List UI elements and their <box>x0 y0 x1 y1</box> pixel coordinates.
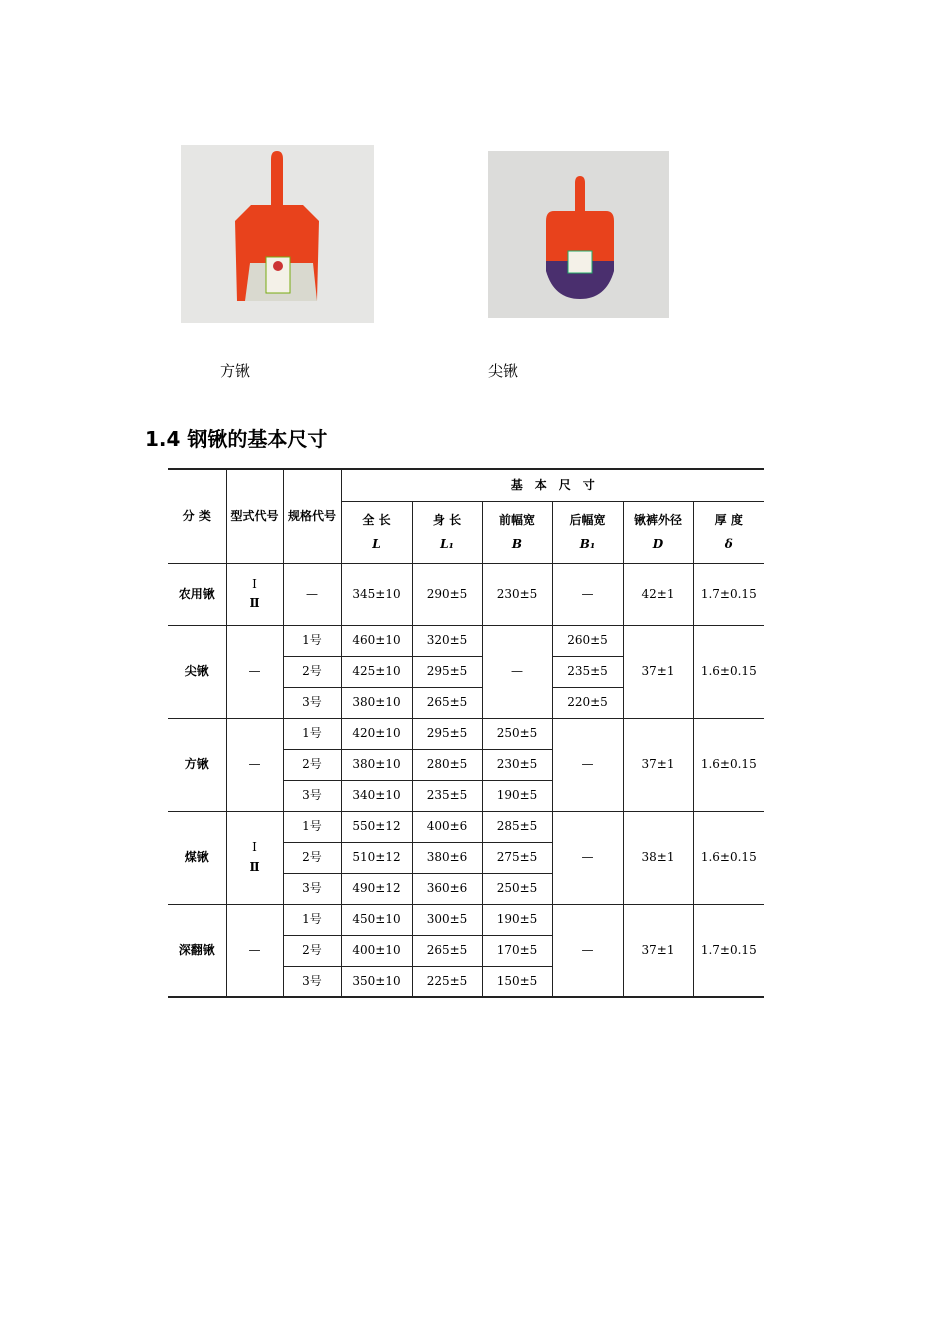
spec-cell: 3号 <box>283 687 341 718</box>
table-row <box>168 563 764 625</box>
front-width-cell: 150±5 <box>482 966 552 997</box>
header-category: 分 类 <box>168 469 226 563</box>
length-cell: 425±10 <box>341 656 412 687</box>
front-width-cell: — <box>482 625 552 718</box>
body-length-cell: 360±6 <box>412 873 482 904</box>
rear-width-cell: 220±5 <box>552 687 623 718</box>
category-cell: 方锹 <box>168 718 226 811</box>
type-code-cell: — <box>226 718 283 811</box>
spec-cell: — <box>283 563 341 625</box>
rear-width-cell: — <box>552 718 623 811</box>
length-cell: 345±10 <box>341 563 412 625</box>
section-heading: 1.4 钢锹的基本尺寸 <box>145 427 328 451</box>
rear-width-cell: — <box>552 563 623 625</box>
front-width-cell: 250±5 <box>482 873 552 904</box>
spec-cell: 3号 <box>283 780 341 811</box>
table-row <box>168 904 764 935</box>
header-col-socket-diameter: 锹裤外径 D <box>623 501 693 563</box>
type-code-cell: — <box>226 904 283 997</box>
front-width-cell: 170±5 <box>482 935 552 966</box>
header-col-rear-width: 后幅宽 B₁ <box>552 501 623 563</box>
front-width-cell: 275±5 <box>482 842 552 873</box>
category-cell: 农用锹 <box>168 563 226 625</box>
type-code-cell: — <box>226 625 283 718</box>
length-cell: 380±10 <box>341 749 412 780</box>
spec-cell: 1号 <box>283 904 341 935</box>
thickness-cell: 1.7±0.15 <box>693 904 764 997</box>
pointed-spade-icon <box>488 151 669 318</box>
length-cell: 350±10 <box>341 966 412 997</box>
length-cell: 550±12 <box>341 811 412 842</box>
header-spec-code: 规格代号 <box>283 469 341 563</box>
spec-cell: 3号 <box>283 873 341 904</box>
body-length-cell: 300±5 <box>412 904 482 935</box>
flat-spade-caption: 方锹 <box>220 362 251 380</box>
length-cell: 460±10 <box>341 625 412 656</box>
body-length-cell: 225±5 <box>412 966 482 997</box>
length-cell: 340±10 <box>341 780 412 811</box>
rear-width-cell: — <box>552 811 623 904</box>
table-row <box>168 625 764 656</box>
header-type-code: 型式代号 <box>226 469 283 563</box>
header-basic-dimensions: 基 本 尺 寸 <box>341 469 764 501</box>
length-cell: 380±10 <box>341 687 412 718</box>
spec-cell: 2号 <box>283 656 341 687</box>
body-length-cell: 265±5 <box>412 687 482 718</box>
thickness-cell: 1.6±0.15 <box>693 718 764 811</box>
socket-diameter-cell: 37±1 <box>623 718 693 811</box>
length-cell: 490±12 <box>341 873 412 904</box>
front-width-cell: 230±5 <box>482 563 552 625</box>
thickness-cell: 1.7±0.15 <box>693 563 764 625</box>
body-length-cell: 295±5 <box>412 656 482 687</box>
front-width-cell: 285±5 <box>482 811 552 842</box>
body-length-cell: 290±5 <box>412 563 482 625</box>
socket-diameter-cell: 42±1 <box>623 563 693 625</box>
length-cell: 400±10 <box>341 935 412 966</box>
header-col-thickness: 厚 度 δ <box>693 501 764 563</box>
rear-width-cell: 260±5 <box>552 625 623 656</box>
socket-diameter-cell: 37±1 <box>623 904 693 997</box>
thickness-cell: 1.6±0.15 <box>693 811 764 904</box>
body-length-cell: 235±5 <box>412 780 482 811</box>
rear-width-cell: 235±5 <box>552 656 623 687</box>
socket-diameter-cell: 38±1 <box>623 811 693 904</box>
length-cell: 420±10 <box>341 718 412 749</box>
spec-cell: 1号 <box>283 718 341 749</box>
header-col-body-length: 身 长 L₁ <box>412 501 482 563</box>
category-cell: 煤锹 <box>168 811 226 904</box>
length-cell: 510±12 <box>341 842 412 873</box>
category-cell: 尖锹 <box>168 625 226 718</box>
pointed-spade-caption: 尖锹 <box>488 362 519 380</box>
header-col-length: 全 长 L <box>341 501 412 563</box>
body-length-cell: 295±5 <box>412 718 482 749</box>
type-code-cell: Ⅰ Ⅱ <box>226 563 283 625</box>
rear-width-cell: — <box>552 904 623 997</box>
spec-cell: 2号 <box>283 935 341 966</box>
spec-cell: 1号 <box>283 811 341 842</box>
type-code-cell: Ⅰ Ⅱ <box>226 811 283 904</box>
front-width-cell: 230±5 <box>482 749 552 780</box>
body-length-cell: 280±5 <box>412 749 482 780</box>
flat-spade-icon <box>181 145 374 323</box>
category-cell: 深翻锹 <box>168 904 226 997</box>
socket-diameter-cell: 37±1 <box>623 625 693 718</box>
body-length-cell: 265±5 <box>412 935 482 966</box>
spec-cell: 2号 <box>283 749 341 780</box>
flat-spade-photo <box>181 145 374 323</box>
front-width-cell: 250±5 <box>482 718 552 749</box>
table-row <box>168 718 764 749</box>
front-width-cell: 190±5 <box>482 904 552 935</box>
spec-cell: 2号 <box>283 842 341 873</box>
front-width-cell: 190±5 <box>482 780 552 811</box>
body-length-cell: 320±5 <box>412 625 482 656</box>
spec-cell: 1号 <box>283 625 341 656</box>
body-length-cell: 380±6 <box>412 842 482 873</box>
header-col-front-width: 前幅宽 B <box>482 501 552 563</box>
dimension-table <box>168 468 764 998</box>
table-row <box>168 811 764 842</box>
thickness-cell: 1.6±0.15 <box>693 625 764 718</box>
length-cell: 450±10 <box>341 904 412 935</box>
pointed-spade-photo <box>488 151 669 318</box>
body-length-cell: 400±6 <box>412 811 482 842</box>
spec-cell: 3号 <box>283 966 341 997</box>
